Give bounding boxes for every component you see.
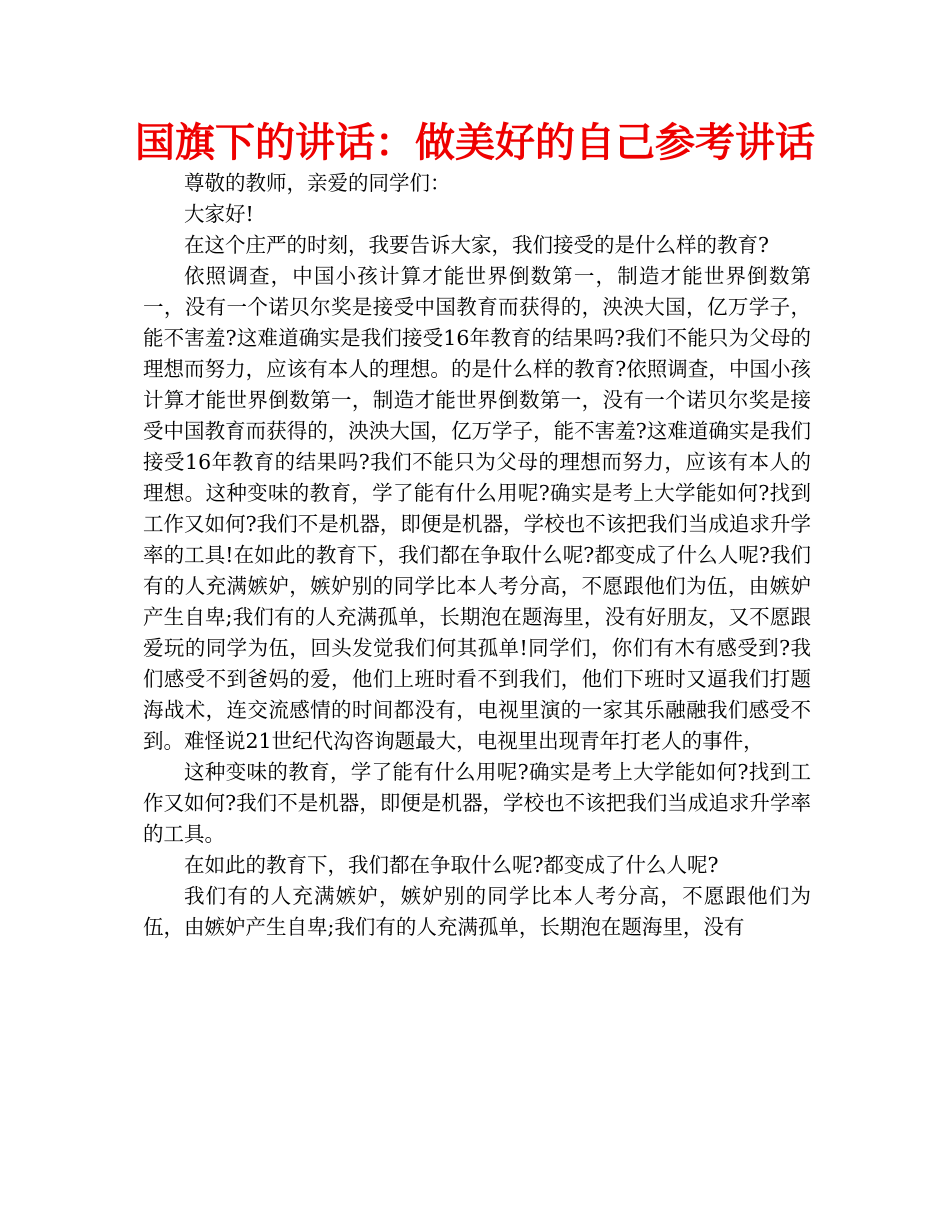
greeting-paragraph: 大家好!: [184, 202, 254, 226]
intro-paragraph: 在这个庄严的时刻，我要告诉大家，我们接受的是什么样的教育?: [184, 233, 769, 257]
salutation-paragraph: 尊敬的教师，亲爱的同学们：: [184, 171, 451, 195]
body-paragraph: 在如此的教育下，我们都在争取什么呢?都变成了什么人呢?: [184, 853, 719, 877]
document-body: [143, 168, 811, 943]
body-paragraph: 依照调查，中国小孩计算才能世界倒数第一，制造才能世界倒数第一，没有一个诺贝尔奖是接受中国教育而获得的，泱泱大国，亿万学子，能不害羞?这难道确实是我们接受16年教育的结果吗?我们不能只为父母的理想而努力，应该有本人的理想。的是什么样的教育?依照调查，中国小孩计算才能世界倒数第一，制造才能世界倒数第一，没有一个诺贝尔奖是接受中国教育而获得的，泱泱大国，亿万学子，能不害羞?这难道确实是我们接受16年教育的结果吗?我们不能只为父母的理想而努力，应该有本人的理想。这种变味的教育，学了能有什么用呢?确实是考上大学能如何?找到工作又如何?我们不是机器，即便是机器，学校也不该把我们当成追求升学率的工具!在如此的教育下，我们都在争取什么呢?都变成了什么人呢?我们有的人充满嫉妒，嫉妒别的同学比本人考分高，不愿跟他们为伍，由嫉妒产生自卑;我们有的人充满孤单，长期泡在题海里，没有好朋友，又不愿跟爱玩的同学为伍，回头发觉我们何其孤单!同学们，你们有木有感受到?我们感受不到爸妈的爱，他们上班时看不到我们，他们下班时又逼我们打题海战术，连交流感情的时间都没有，电视里演的一家其乐融融我们感受不到。难怪说21世纪代沟咨询题最大，电视里出现青年打老人的事件，: [143, 264, 811, 753]
document-title: 国旗下的讲话：做美好的自己参考讲话: [135, 120, 815, 166]
body-paragraph: 我们有的人充满嫉妒，嫉妒别的同学比本人考分高，不愿跟他们为伍，由嫉妒产生自卑;我们有的人充满孤单，长期泡在题海里，没有: [143, 884, 811, 939]
body-paragraph: 这种变味的教育，学了能有什么用呢?确实是考上大学能如何?找到工作又如何?我们不是机器，即便是机器，学校也不该把我们当成追求升学率的工具。: [143, 760, 811, 846]
